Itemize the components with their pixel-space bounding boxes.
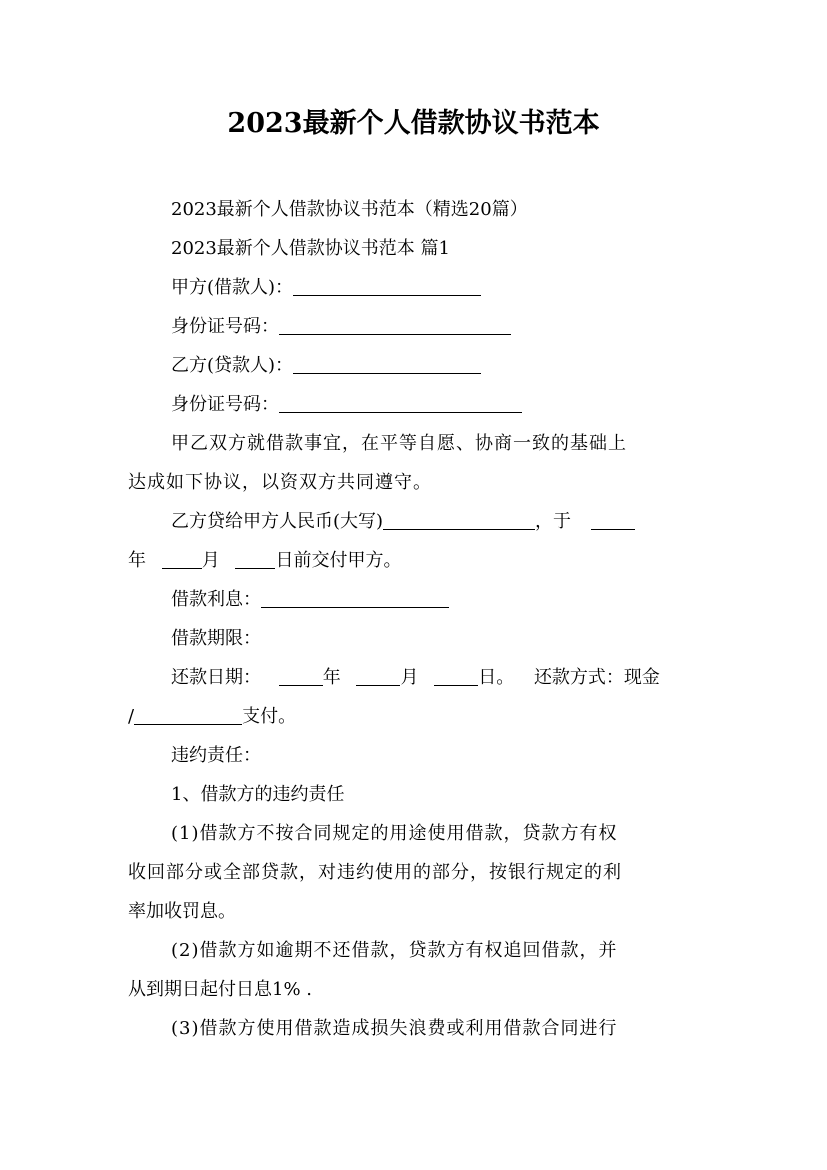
breach-label: 违约责任： [171, 745, 261, 766]
loan-day-label: 日前交付甲方。 [275, 550, 402, 571]
clause-1-line-3: 率加收罚息。 [128, 901, 236, 922]
document-subtitle: 2023最新个人借款协议书范本（精选20篇） [171, 199, 528, 220]
clause-2-line-2: 从到期日起付日息1% . [128, 979, 312, 1000]
interest-blank [261, 589, 449, 608]
party-b-row [128, 353, 751, 379]
loan-year-blank [591, 511, 635, 530]
clause-2-line-1: (2)借款方如逾期不还借款，贷款方有权追回借款，并 [171, 940, 618, 961]
repay-method-blank [134, 706, 242, 725]
agreement-line-1: 甲乙双方就借款事宜，在平等自愿、协商一致的基础上 [171, 433, 627, 454]
party-b-label: 乙方(贷款人)： [171, 355, 294, 376]
party-b-id-blank [279, 394, 522, 413]
repay-line-2 [128, 704, 708, 730]
party-a-blank [293, 277, 481, 296]
repay-method: 还款方式：现金 [533, 667, 660, 688]
party-a-label: 甲方(借款人)： [171, 277, 294, 298]
party-a-row [128, 275, 751, 301]
repay-row [128, 665, 751, 691]
loan-amount-label: 乙方贷给甲方人民币(大写) [171, 511, 384, 532]
breach-item-1: 1、借款方的违约责任 [171, 784, 345, 805]
clause-1-line-2: 收回部分或全部贷款，对违约使用的部分，按银行规定的利 [128, 862, 622, 883]
loan-amount-blank [383, 511, 535, 530]
repay-slash: / [128, 706, 135, 727]
repay-month-label: 月 [400, 667, 419, 688]
loan-line-2 [128, 548, 708, 574]
clause-1-line-1: (1)借款方不按合同规定的用途使用借款，贷款方有权 [171, 823, 618, 844]
agreement-line-2: 达成如下协议，以资双方共同遵守。 [128, 472, 432, 493]
repay-day-blank [434, 667, 478, 686]
clause-3-line-1: (3)借款方使用借款造成损失浪费或利用借款合同进行 [171, 1018, 618, 1039]
section-heading: 2023最新个人借款协议书范本 篇1 [171, 238, 450, 259]
repay-month-blank [356, 667, 400, 686]
repay-pay-label: 支付。 [242, 706, 297, 727]
loan-month-blank [162, 550, 202, 569]
party-b-id-label: 身份证号码： [171, 394, 279, 415]
loan-due-label: ，于 [535, 511, 572, 532]
document-title: 2023最新个人借款协议书范本 [227, 108, 600, 139]
party-a-id-label: 身份证号码： [171, 316, 279, 337]
loan-month-label: 月 [201, 550, 220, 571]
repay-year-blank [279, 667, 323, 686]
party-a-id-row [128, 314, 751, 340]
interest-row [128, 587, 751, 613]
party-b-blank [293, 355, 481, 374]
loan-year-label: 年 [128, 550, 146, 571]
loan-day-blank [235, 550, 275, 569]
repay-label: 还款日期： [171, 667, 261, 688]
party-a-id-blank [279, 316, 511, 335]
party-b-id-row [128, 392, 751, 418]
interest-label: 借款利息： [171, 589, 261, 610]
loan-line-1 [128, 509, 751, 535]
repay-year-label: 年 [322, 667, 341, 688]
term-label: 借款期限： [171, 628, 261, 649]
repay-day-label: 日。 [478, 667, 515, 688]
